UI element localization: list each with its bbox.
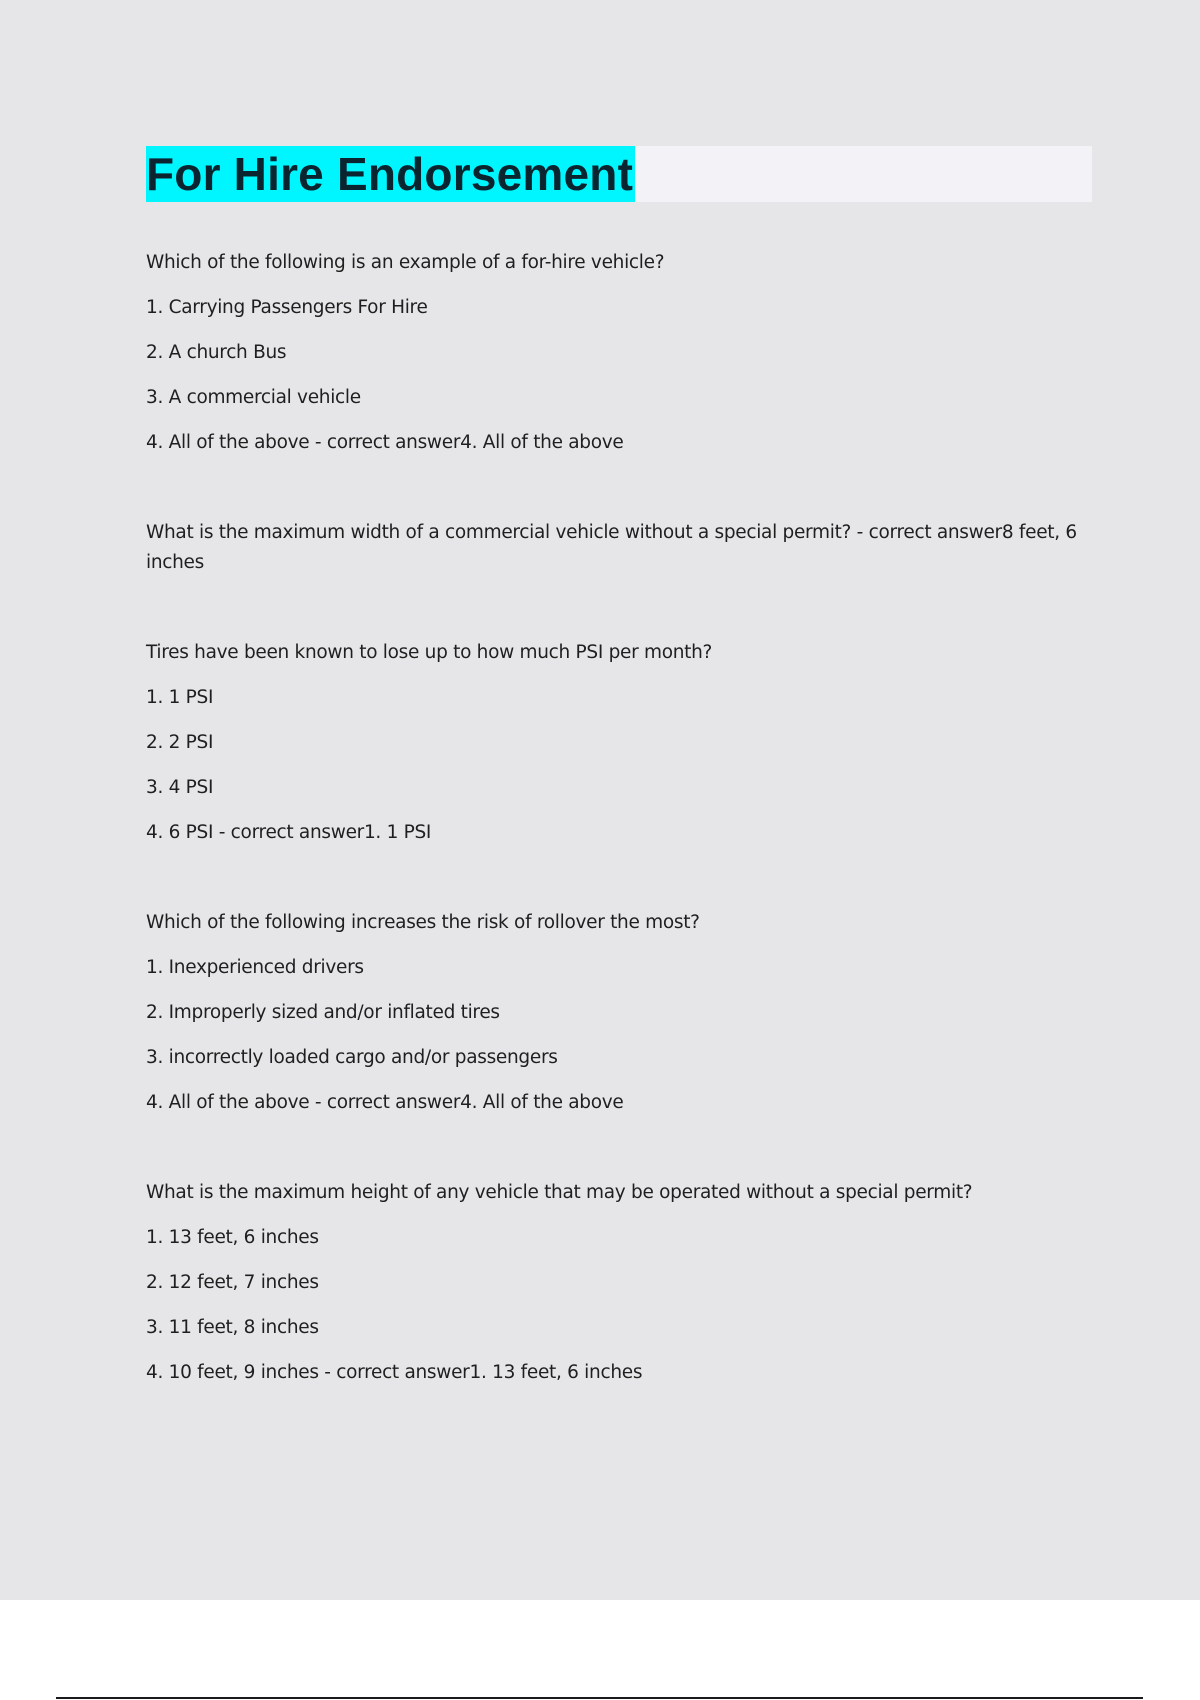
answer-option: 4. 6 PSI - correct answer1. 1 PSI — [146, 822, 432, 843]
question-block-4 — [146, 908, 1092, 1118]
answer-option: 1. 1 PSI — [146, 687, 214, 708]
question-block-3 — [146, 638, 1092, 848]
answer-option: 1. Inexperienced drivers — [146, 957, 364, 978]
answer-option: 2. Improperly sized and/or inflated tires — [146, 1002, 500, 1023]
question-block-2 — [146, 518, 1092, 578]
answer-option: 2. A church Bus — [146, 342, 287, 363]
answer-option: 1. Carrying Passengers For Hire — [146, 297, 428, 318]
answer-option: 4. All of the above - correct answer4. All of the above — [146, 432, 624, 453]
question-text: Which of the following increases the risk of rollover the most? — [146, 912, 700, 933]
answer-option: 4. 10 feet, 9 inches - correct answer1. 13 feet, 6 inches — [146, 1362, 643, 1383]
answer-option: 2. 2 PSI — [146, 732, 214, 753]
document-content — [146, 248, 1092, 1448]
answer-option: 3. incorrectly loaded cargo and/or passengers — [146, 1047, 558, 1068]
answer-option: 3. 11 feet, 8 inches — [146, 1317, 319, 1338]
question-block-5 — [146, 1178, 1092, 1388]
question-text: Which of the following is an example of a for-hire vehicle? — [146, 252, 665, 273]
answer-option: 4. All of the above - correct answer4. All of the above — [146, 1092, 624, 1113]
answer-option: 3. 4 PSI — [146, 777, 214, 798]
answer-option: 2. 12 feet, 7 inches — [146, 1272, 319, 1293]
question-text: Tires have been known to lose up to how much PSI per month? — [146, 642, 713, 663]
footer-divider — [56, 1697, 1143, 1699]
answer-option: 1. 13 feet, 6 inches — [146, 1227, 319, 1248]
question-text: What is the maximum width of a commercial vehicle without a special permit? - correct answer8 feet, 6 inches — [146, 522, 1077, 573]
answer-option: 3. A commercial vehicle — [146, 387, 361, 408]
page-title: For Hire Endorsement — [146, 148, 634, 200]
question-text: What is the maximum height of any vehicle that may be operated without a special permit? — [146, 1182, 973, 1203]
question-block-1 — [146, 248, 1092, 458]
